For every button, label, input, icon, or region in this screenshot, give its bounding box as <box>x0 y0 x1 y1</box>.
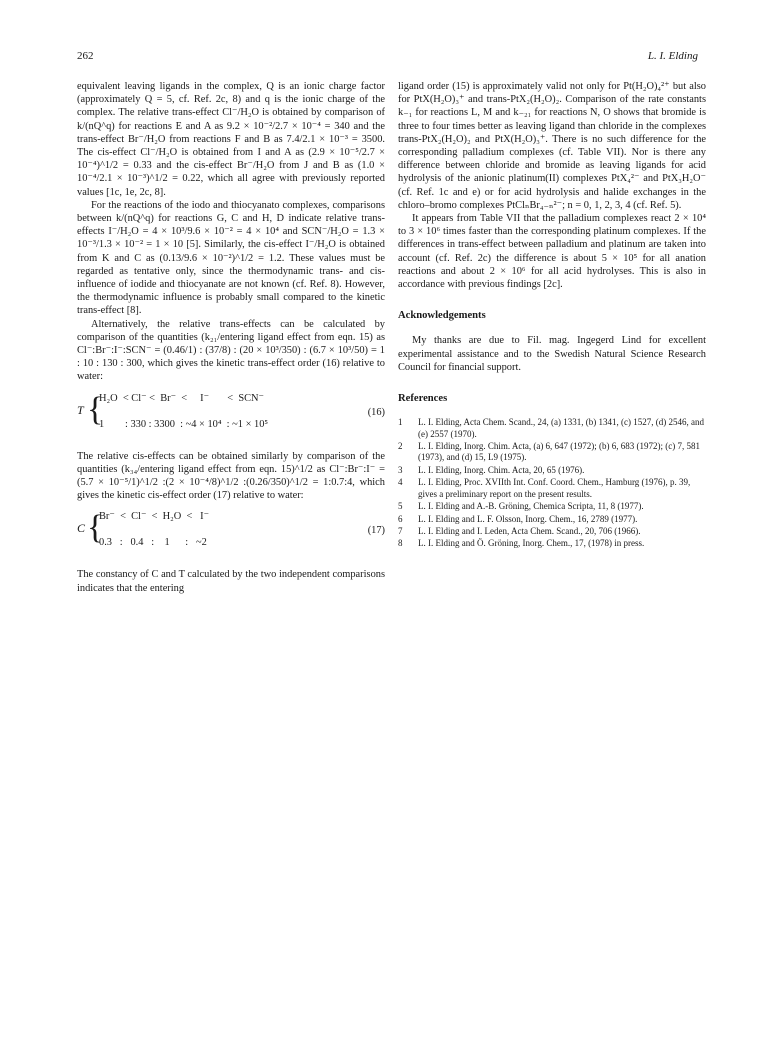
reference-item <box>398 538 706 549</box>
equation-row: 0.3 : 0.4 : 1 : ~2 <box>99 537 207 549</box>
equation-number: (16) <box>367 406 385 418</box>
reference-item <box>398 526 706 537</box>
left-column <box>77 80 385 595</box>
page-number: 262 <box>77 50 94 62</box>
paragraph: The relative cis-effects can be obtained similarly by comparison of the quantities (k₃₄/entering ligand effect from eqn. 15)^1/2 as Cl⁻:Br⁻:I⁻ = (5.7 × 10⁻⁵/1)^1/2 :(2 × 10⁻⁴/8)^1/2 :(0.26/350)^1/2 = 1:0.7:4, which gives the kinetic cis-effect order (17) relative to water: <box>77 450 385 502</box>
reference-item <box>398 477 706 500</box>
paragraph: ligand order (15) is approximately valid not only for Pt(H₂O)₄²⁺ but also for PtX(H₂O)₃⁺ and trans-PtX₂(H₂O)₂. Comparison of the rate constants k₋₁ for reactions L, M and k₋₂₁ for reactions N, O shows that bromide is three to four times better as leaving ligand than chloride in the complexes trans-PtX₂(H₂O)₂ and PtX(H₂O)₃⁺. There is no such difference for the corresponding palladium complexes (cf. Table VII). Nor is there any difference between chloride and bromide as leaving ligands for acid hydrolysis of the anionic platinum(II) complexes PtX₄²⁻ and PtX₃H₂O⁻ (cf. Ref. 1c and e) or for acid hydrolysis and halide exchanges in the chloro–bromo complexes PtClₙBr₄₋ₙ²⁻; n = 0, 1, 2, 3, 4 (cf. Ref. 5). <box>398 81 706 211</box>
reference-number: 7 <box>398 525 403 536</box>
reference-text: L. I. Elding, Inorg. Chim. Acta, 20, 65 (1976). <box>418 464 585 475</box>
reference-number: 3 <box>398 464 403 475</box>
equation-label: T <box>77 402 84 417</box>
running-head: L. I. Elding <box>647 50 698 62</box>
equation-17 <box>77 510 385 558</box>
paragraph: For the reactions of the iodo and thiocyanato complexes, comparisons between k/(nQ^q) for reactions G, C and H, D indicate relative trans-effects I⁻/H₂O = 4 × 10³/9.6 × 10⁻² = 4 × 10⁴ and SCN⁻/H₂O = 1.3 × 10⁻³/1.3 × 10⁻² = 1 × 10 [5]. Similarly, the cis-effect I⁻/H₂O is obtained from K and C as (0.13/9.6 × 10⁻²)^1/2 = 1.2. These values must be regarded as tentative only, since the thermodynamic trans- and cis-influence of iodide and thiocyanate are not known (cf. Ref. 8). However, the thermodynamic influence is probably small compared to the kinetic trans-effect [8]. <box>77 199 385 317</box>
acknowledgements-heading: Acknowledgements <box>398 310 486 322</box>
paragraph: Alternatively, the relative trans-effects can be calculated by comparison of the quantities (k₂₁/entering ligand effect from eqn. 15) as Cl⁻:Br⁻:I⁻:SCN⁻ = (0.46/1) : (37/8) : (20 × 10³/350) : (6.7 × 10³/50) = 1 : 10 : 130 : 300, which gives the kinetic trans-effect order (16) relative to water: <box>77 318 385 383</box>
brace-glyph: { <box>87 509 104 547</box>
reference-number: 8 <box>398 538 403 549</box>
reference-text: L. I. Elding and A.-B. Gröning, Chemica Scripta, 11, 8 (1977). <box>418 501 644 512</box>
reference-item <box>398 417 706 440</box>
reference-text: L. I. Elding, Acta Chem. Scand., 24, (a) 1331, (b) 1341, (c) 1527, (d) 2546, and (e) 2557 (1970). <box>418 417 704 439</box>
reference-text: L. I. Elding and L. F. Olsson, Inorg. Chem., 16, 2789 (1977). <box>418 513 638 524</box>
reference-number: 1 <box>398 417 403 428</box>
reference-item <box>398 465 706 476</box>
acknowledgements-text: My thanks are due to Fil. mag. Ingegerd Lind for excellent experimental assistance and to the Swedish Natural Science Research Council for financial support. <box>398 335 706 373</box>
references-heading: References <box>398 393 448 405</box>
reference-text: L. I. Elding, Inorg. Chim. Acta, (a) 6, 647 (1972); (b) 6, 683 (1972); (c) 7, 581 (1973), and (d) 15, L9 (1975). <box>418 441 701 463</box>
reference-number: 2 <box>398 441 403 452</box>
equation-label: C <box>77 521 86 536</box>
paragraph: The constancy of C and T calculated by the two independent comparisons indicates that the entering <box>77 569 385 594</box>
brace-glyph: { <box>87 390 104 428</box>
references-list <box>398 417 706 549</box>
equation-row: H₂O < Cl⁻ < Br⁻ < I⁻ < SCN⁻ <box>99 392 265 404</box>
reference-number: 6 <box>398 513 403 524</box>
paragraph: It appears from Table VII that the palladium complexes react 2 × 10⁴ to 3 × 10⁶ times faster than the corresponding platinum complexes. If the differences in trans-effect between palladium and platinum are taken into account (cf. Ref. 2c) the difference is about 5 × 10⁵ for all anation reactions and about 2 × 10⁶ for all acid hydrolyses. This is also in accordance with previous findings [2c]. <box>398 213 706 291</box>
reference-text: L. I. Elding, Proc. XVIIth Int. Conf. Coord. Chem., Hamburg (1976), p. 39, gives a preliminary report on the present results. <box>418 477 691 499</box>
reference-item <box>398 514 706 525</box>
equation-row: 1 : 330 : 3300 : ~4 × 10⁴ : ~1 × 10⁵ <box>99 418 269 430</box>
equation-row: Br⁻ < Cl⁻ < H₂O < I⁻ <box>99 511 210 523</box>
reference-item <box>398 501 706 512</box>
equation-number: (17) <box>367 525 385 537</box>
reference-number: 5 <box>398 501 403 512</box>
reference-number: 4 <box>398 477 403 488</box>
reference-text: L. I. Elding and Ö. Gröning, Inorg. Chem., 17, (1978) in press. <box>418 538 645 549</box>
reference-text: L. I. Elding and I. Leden, Acta Chem. Scand., 20, 706 (1966). <box>418 525 641 536</box>
reference-item <box>398 441 706 464</box>
right-column <box>398 80 706 551</box>
paragraph: equivalent leaving ligands in the complex, Q is an ionic charge factor (approximately Q = 5, cf. Ref. 2c, 8) and q is the ionic charge of the complex. The relative trans-effect Cl⁻/H₂O is obtained by comparison of k/(nQ^q) for reactions E and A as 9.2 × 10⁻²/2.7 × 10⁻⁴ = 340 and the trans-effect Br⁻/H₂O from reactions F and B as 7.4/2.1 × 10⁻³ = 3500. The cis-effect Cl⁻/H₂O is obtained from I and A as (2.9 × 10⁻⁵/2.7 × 10⁻⁴)^1/2 = 0.33 and the cis-effect Br⁻/H₂O from J and B as (1.0 × 10⁻⁴/2.1 × 10⁻³)^1/2 = 0.22, which all agree with previously reported values [1c, 1e, 2c, 8]. <box>77 81 385 198</box>
equation-16 <box>77 392 385 440</box>
